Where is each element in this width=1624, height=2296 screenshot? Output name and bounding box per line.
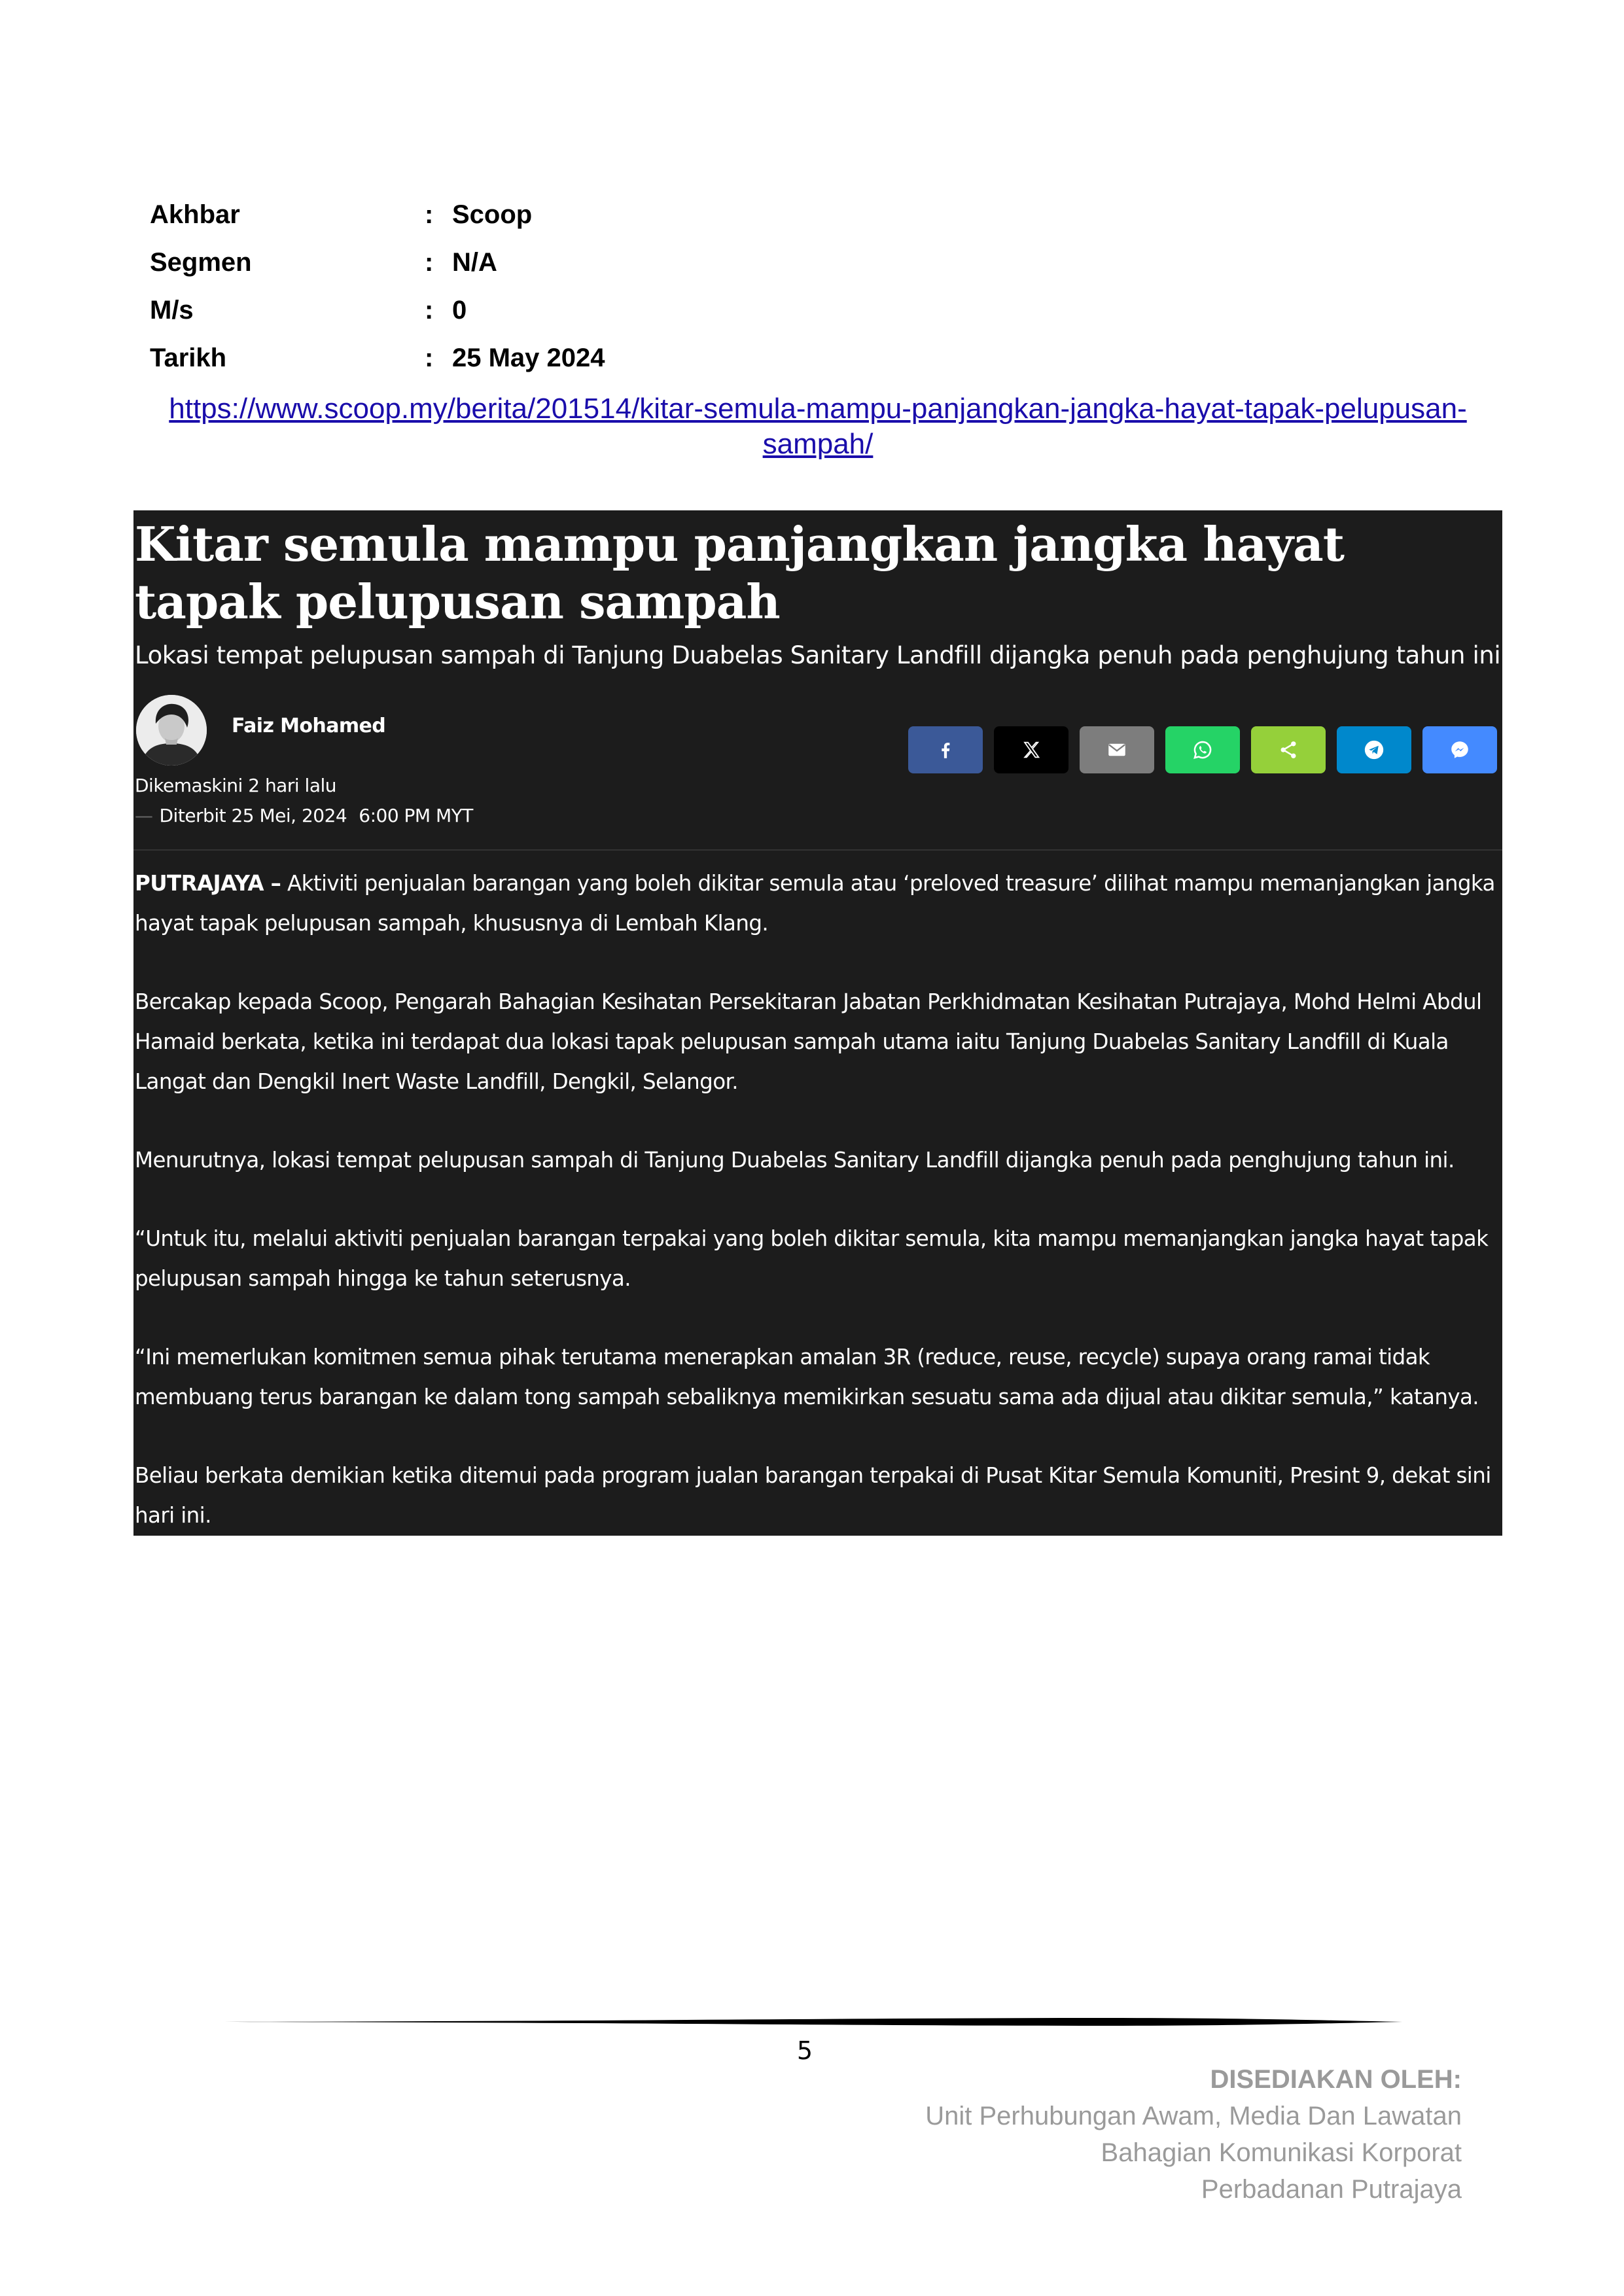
telegram-icon — [1363, 739, 1385, 761]
meta-value: 25 May 2024 — [452, 344, 605, 372]
updated-timestamp: Dikemaskini 2 hari lalu — [135, 775, 336, 796]
meta-label: M/s — [150, 296, 194, 325]
article-body — [135, 864, 1501, 1536]
article-paragraph: Beliau berkata demikian ketika ditemui pada program jualan barangan terpakai di Pusat Kitar Semula Komuniti, Presint 9, dekat sini hari ini. — [135, 1463, 1491, 1528]
article-paragraph: “Ini memerlukan komitmen semua pihak terutama menerapkan amalan 3R (reduce, reuse, recycle) supaya orang ramai tidak membuang terus barangan ke dalam tong sampah sebaliknya memikirkan sesuatu sama ada dijual atau dikitar semula,” katanya. — [135, 1345, 1479, 1409]
share-email-button[interactable] — [1080, 726, 1154, 773]
unit-name: Unit Perhubungan Awam, Media Dan Lawatan — [925, 2102, 1462, 2130]
source-link-line1[interactable]: https://www.scoop.my/berita/201514/kitar-semula-mampu-panjangkan-jangka-hayat-tapak-pelupusan- — [169, 393, 1467, 425]
article-paragraph: “Untuk itu, melalui aktiviti penjualan barangan terpakai yang boleh dikitar semula, kita mampu memanjangkan jangka hayat tapak pelupusan sampah hingga ke tahun seterusnya. — [135, 1226, 1489, 1291]
meta-colon: : — [425, 344, 434, 372]
article-paragraph — [135, 864, 1501, 944]
prepared-by-block — [925, 2061, 1462, 2208]
dash-icon: — — [135, 805, 153, 826]
published-timestamp — [135, 804, 473, 828]
share-bar — [908, 726, 1500, 773]
article-paragraph: Bercakap kepada Scoop, Pengarah Bahagian Kesihatan Persekitaran Jabatan Perkhidmatan Kesihatan Putrajaya, Mohd Helmi Abdul Hamaid berkata, ketika ini terdapat dua lokasi tapak pelupusan sampah utama iaitu Tanjung Duabelas Sanitary Landfill di Kuala Langat dan Dengkil Inert Waste Landfill, Dengkil, Selangor. — [135, 989, 1482, 1094]
x-icon — [1020, 739, 1042, 761]
meta-colon: : — [425, 200, 434, 229]
article-subtitle: Lokasi tempat pelupusan sampah di Tanjung Duabelas Sanitary Landfill dijangka penuh pada penghujung tahun ini — [135, 641, 1501, 669]
share-sharethis-button[interactable] — [1251, 726, 1326, 773]
published-time: 6:00 PM MYT — [359, 805, 473, 826]
paragraph-text: Aktiviti penjualan barangan yang boleh dikitar semula atau ‘preloved treasure’ dilihat mampu memanjangkan jangka hayat tapak pelupusan sampah, khususnya di Lembah Klang. — [135, 871, 1495, 936]
messenger-icon — [1449, 739, 1471, 761]
share-facebook-button[interactable] — [908, 726, 983, 773]
meta-value: N/A — [452, 248, 497, 277]
divider — [133, 849, 1502, 851]
meta-value: 0 — [452, 296, 467, 325]
prepared-by-label: DISEDIAKAN OLEH: — [1210, 2065, 1462, 2094]
footer-divider — [224, 2014, 1402, 2030]
source-link-line2[interactable]: sampah/ — [762, 428, 874, 460]
article-title: Kitar semula mampu panjangkan jangka hayat tapak pelupusan sampah — [135, 516, 1344, 629]
meta-colon: : — [425, 248, 434, 277]
whatsapp-icon — [1192, 739, 1214, 761]
author-photo-icon — [136, 695, 207, 766]
meta-label: Tarikh — [150, 344, 227, 372]
meta-value: Scoop — [452, 200, 533, 229]
meta-colon: : — [425, 296, 434, 325]
facebook-icon — [934, 739, 957, 761]
article-screenshot — [133, 510, 1502, 1536]
share-whatsapp-button[interactable] — [1165, 726, 1240, 773]
article-paragraph: Menurutnya, lokasi tempat pelupusan sampah di Tanjung Duabelas Sanitary Landfill dijangka penuh pada penghujung tahun ini. — [135, 1148, 1455, 1173]
division-name: Bahagian Komunikasi Korporat — [1101, 2138, 1462, 2167]
share-x-button[interactable] — [994, 726, 1068, 773]
meta-label: Segmen — [150, 248, 252, 277]
share-telegram-button[interactable] — [1337, 726, 1411, 773]
meta-label: Akhbar — [150, 200, 240, 229]
published-date: Diterbit 25 Mei, 2024 — [159, 805, 347, 826]
author-name[interactable]: Faiz Mohamed — [232, 715, 386, 737]
dateline: PUTRAJAYA – — [135, 871, 281, 896]
email-icon — [1106, 739, 1128, 761]
source-link[interactable] — [133, 391, 1502, 462]
share-icon — [1277, 739, 1299, 761]
share-messenger-button[interactable] — [1422, 726, 1497, 773]
page-number: 5 — [796, 2036, 813, 2065]
organization-name: Perbadanan Putrajaya — [1201, 2175, 1462, 2204]
author-avatar — [136, 695, 207, 766]
